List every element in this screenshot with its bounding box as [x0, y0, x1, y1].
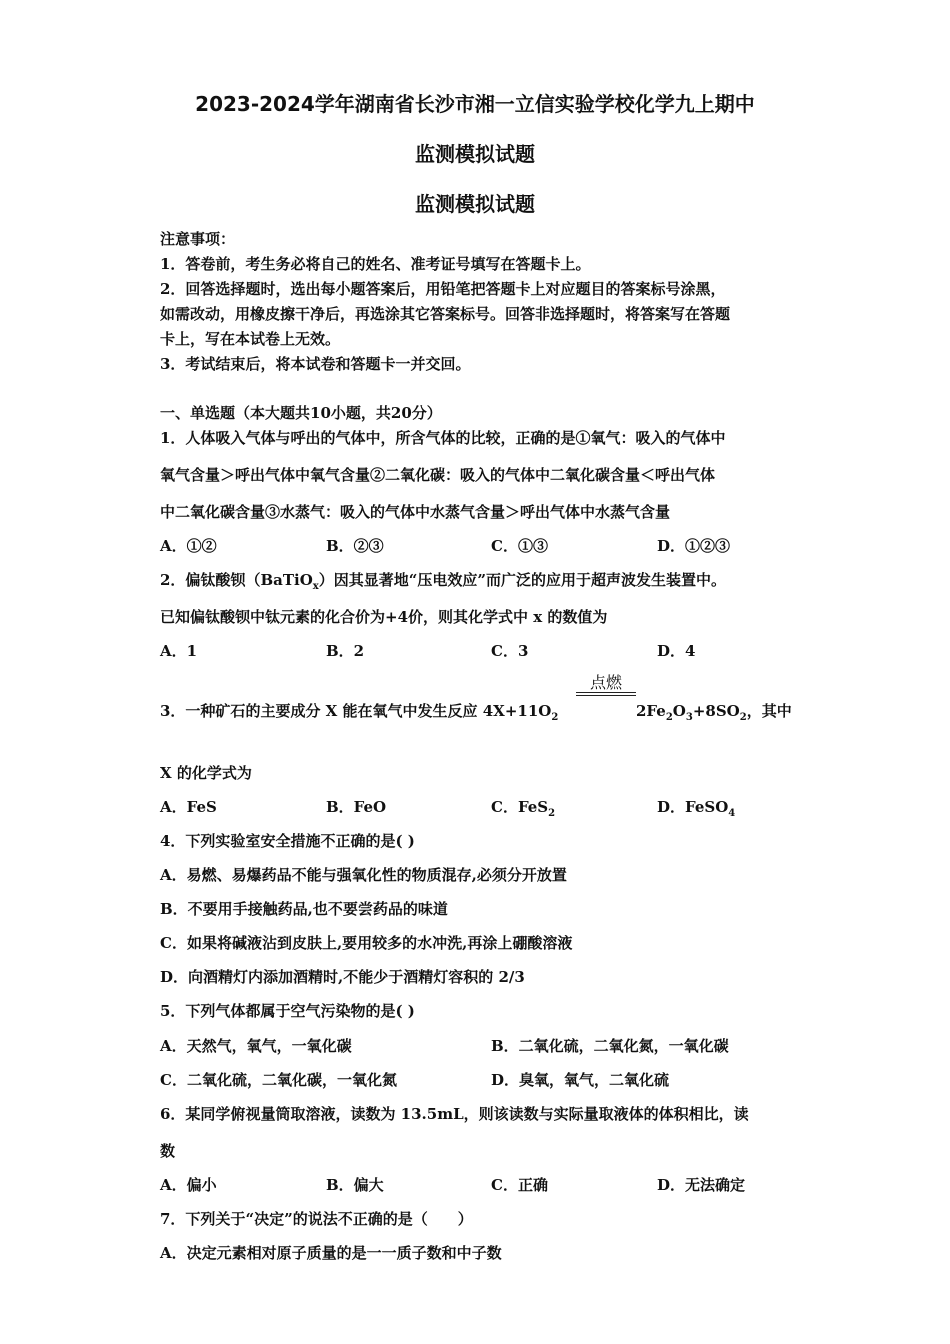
q1-option-c: C．①③ [491, 537, 548, 555]
q3-option-a: A．FeS [160, 798, 217, 816]
q2-line-2: 已知偏钛酸钡中钛元素的化合价为+4价，则其化学式中 x 的数值为 [160, 608, 608, 626]
q3-option-c: C．FeS$_2$ [491, 798, 556, 819]
q2-option-b: B．2 [326, 642, 365, 660]
q6-option-c: C．正确 [491, 1176, 548, 1194]
q3-line-1-products: $2Fe_2O_3+8SO_2$，其中 [636, 702, 792, 723]
q5-option-b: B．二氧化硫，二氧化氮，一氧化碳 [491, 1037, 729, 1055]
q3-line-2: X 的化学式为 [160, 764, 252, 782]
q5-option-a: A．天然气，氧气，一氧化碳 [160, 1037, 352, 1055]
q4-option-a: A．易燃、易爆药品不能与强氧化性的物质混存,必须分开放置 [160, 866, 567, 884]
section-heading: 一、单选题（本大题共10小题，共20分） [160, 404, 442, 422]
q5-option-c: C．二氧化硫，二氧化碳，一氧化氮 [160, 1071, 397, 1089]
exam-title: 2023-2024学年湖南省长沙市湘一立信实验学校化学九上期中 [195, 92, 755, 116]
q6-option-d: D．无法确定 [657, 1176, 746, 1194]
q1-line-2: 氧气含量＞呼出气体中氧气含量②二氧化碳：吸入的气体中二氧化碳含量＜呼出气体 [160, 466, 716, 484]
q3-line-1-reactants: 3．一种矿石的主要成分 X 能在氧气中发生反应 $4X+11O_2$ [160, 702, 559, 723]
notice-item-2-line-1: 2．回答选择题时，选出每小题答案后，用铅笔把答题卡上对应题目的答案标号涂黑， [160, 280, 726, 298]
notice-heading: 注意事项： [160, 230, 236, 248]
reaction-condition [576, 670, 636, 693]
ignition-condition-label: 点燃 [589, 673, 622, 692]
q3-option-b: B．FeO [326, 798, 387, 816]
q1-option-a: A．①② [160, 537, 217, 555]
q1-option-d: D．①②③ [657, 537, 731, 555]
reaction-arrow-line-2 [576, 695, 636, 696]
q5-stem: 5．下列气体都属于空气污染物的是( ) [160, 1002, 415, 1020]
q4-option-b: B．不要用手接触药品,也不要尝药品的味道 [160, 900, 448, 918]
q1-line-3: 中二氧化碳含量③水蒸气：吸入的气体中水蒸气含量＞呼出气体中水蒸气含量 [160, 503, 671, 521]
notice-item-3: 3．考试结束后，将本试卷和答题卡一并交回。 [160, 355, 471, 373]
q2-option-d: D．4 [657, 642, 696, 660]
q6-line-1: 6．某同学俯视量筒取溶液，读数为 13.5mL，则该读数与实际量取液体的体积相比，读 [160, 1105, 749, 1123]
q1-option-b: B．②③ [326, 537, 384, 555]
q7-option-a: A．决定元素相对原子质量的是一一质子数和中子数 [160, 1244, 502, 1262]
notice-item-2-line-3: 卡上，写在本试卷上无效。 [160, 330, 341, 348]
exam-subtitle-repeat: 监测模拟试题 [415, 192, 535, 216]
q4-option-d: D．向酒精灯内添加酒精时,不能少于酒精灯容积的 2/3 [160, 968, 525, 986]
q7-stem: 7．下列关于“决定”的说法不正确的是（ ） [160, 1210, 473, 1228]
q5-option-d: D．臭氧，氧气，二氧化硫 [491, 1071, 670, 1089]
reaction-arrow-line [576, 692, 636, 693]
notice-item-1: 1．答卷前，考生务必将自己的姓名、准考证号填写在答题卡上。 [160, 255, 591, 273]
exam-subtitle: 监测模拟试题 [415, 142, 535, 166]
q2-option-c: C．3 [491, 642, 529, 660]
q6-line-2: 数 [160, 1142, 176, 1160]
q4-stem: 4．下列实验室安全措施不正确的是( ) [160, 832, 415, 850]
q4-option-c: C．如果将碱液沾到皮肤上,要用较多的水冲洗,再涂上硼酸溶液 [160, 934, 573, 952]
q1-line-1: 1．人体吸入气体与呼出的气体中，所含气体的比较，正确的是①氧气：吸入的气体中 [160, 429, 726, 447]
q3-option-d: D．FeSO$_4$ [657, 798, 736, 819]
q2-line-1: 2．偏钛酸钡（BaTiO$_x$）因其显著地“压电效应”而广泛的应用于超声波发生装置中。 [160, 571, 726, 592]
q6-option-b: B．偏大 [326, 1176, 384, 1194]
q6-option-a: A．偏小 [160, 1176, 217, 1194]
notice-item-2-line-2: 如需改动，用橡皮擦干净后，再选涂其它答案标号。回答非选择题时，将答案写在答题 [160, 305, 731, 323]
q2-option-a: A．1 [160, 642, 198, 660]
